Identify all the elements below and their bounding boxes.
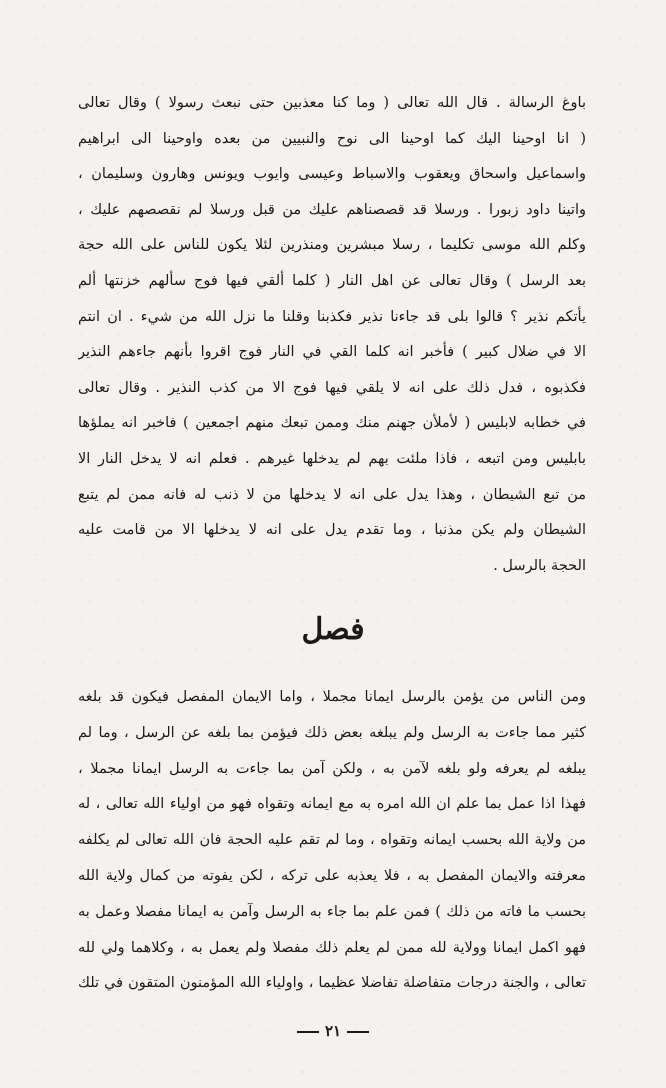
text-line: واتينا داود زبورا . ورسلا قد قصصناهم عليك من قبل ورسلا لم نقصصهم عليك ، bbox=[78, 201, 586, 218]
page-number-dash-left bbox=[297, 1031, 319, 1033]
page-number-value: ٢١ bbox=[324, 1022, 342, 1040]
text-line: يأتكم نذير ؟ قالوا بلى قد جاءنا نذير فكذبنا وقلنا ما نزل الله من شيء . ان انتم bbox=[78, 308, 586, 325]
text-line: باوغ الرسالة . قال الله تعالى ( وما كنا معذبين حتى نبعث رسولا ) وقال تعالى bbox=[78, 95, 586, 111]
text-line: بعد الرسل ) وقال تعالى عن اهل النار ( كلما ألقي فيها فوج سألهم خزنتها ألم bbox=[78, 272, 586, 289]
text-line: فكذبوه ، فدل ذلك على انه لا يلقي فيها فوج الا من كذب النذير . وقال تعالى bbox=[78, 379, 586, 396]
text-line: الا في ضلال كبير ) فأخبر انه كلما القي في النار فوج اقروا بأنهم جاءهم النذير bbox=[78, 344, 586, 361]
text-line: تعالى ، والجنة درجات متفاضلة تفاضلا عظيما ، واولياء الله المؤمنون المتقون في تلك bbox=[78, 975, 586, 992]
section-heading: فصل bbox=[301, 612, 365, 647]
text-line: الشيطان ولم يكن مذنبا ، وما تقدم يدل على انه لا يدخلها الا من قامت عليه bbox=[78, 522, 586, 539]
text-line: واسماعيل واسحاق ويعقوب والاسباط وعيسى وايوب ويونس وهارون وسليمان ، bbox=[78, 166, 586, 183]
text-line: ومن الناس من يؤمن بالرسل ايمانا مجملا ، واما الايمان المفصل فيكون قد بلغه bbox=[78, 689, 586, 705]
text-line: فهو اكمل ايمانا وولاية لله ممن لم يعلم ذلك مفصلا ولم يعمل به ، وكلاهما ولي لله bbox=[78, 939, 586, 956]
paragraph-2 bbox=[78, 680, 586, 1002]
text-line: من ولاية الله بحسب ايمانه وتقواه ، وما لم تقم عليه الحجة فان الله تعالى لم يكلفه bbox=[78, 832, 586, 849]
page-number-dash-right bbox=[347, 1031, 369, 1033]
text-line: فهذا اذا عمل بما علم ان الله امره به مع ايمانه وتقواه فهو من اولياء الله تعالى ، له bbox=[78, 796, 586, 813]
text-line: يبلغه لم يعرفه ولو بلغه لآمن به ، ولكن آمن بما جاءت به الرسل ايمانا مجملا ، bbox=[78, 760, 586, 777]
text-line: بابليس ومن اتبعه ، فاذا ملئت بهم لم يدخلها غيرهم . فعلم انه لا يدخل النار الا bbox=[78, 450, 586, 467]
paragraph-1 bbox=[78, 86, 586, 584]
text-line: في خطابه لابليس ( لأملأن جهنم منك وممن تبعك منهم اجمعين ) فاخبر انه يملؤها bbox=[78, 415, 586, 432]
text-line: الحجة بالرسل . bbox=[493, 557, 586, 574]
text-line: من تبع الشيطان ، وهذا يدل على انه لا يدخلها من لا ذنب له فانه ممن لم يتبع bbox=[78, 486, 586, 503]
text-line: معرفته والايمان المفصل به ، فلا يعذبه على تركه ، لكن يفوته من كمال ولاية الله bbox=[78, 867, 586, 884]
text-line: وكلم الله موسى تكليما ، رسلا مبشرين ومنذرين لئلا يكون للناس على الله حجة bbox=[78, 237, 586, 254]
text-line: بحسب ما فاته من ذلك ) فمن علم بما جاء به الرسل وآمن به ايمانا مفصلا وعمل به bbox=[78, 903, 586, 920]
text-line: ( انا اوحينا اليك كما اوحينا الى نوح والنبيين من بعده واوحينا الى ابراهيم bbox=[78, 130, 586, 147]
text-line: كثير مما جاءت به الرسل ولم يبلغه بعض ذلك فيؤمن بما بلغه عن الرسل ، وما لم bbox=[78, 724, 586, 741]
page-number bbox=[0, 1022, 666, 1040]
